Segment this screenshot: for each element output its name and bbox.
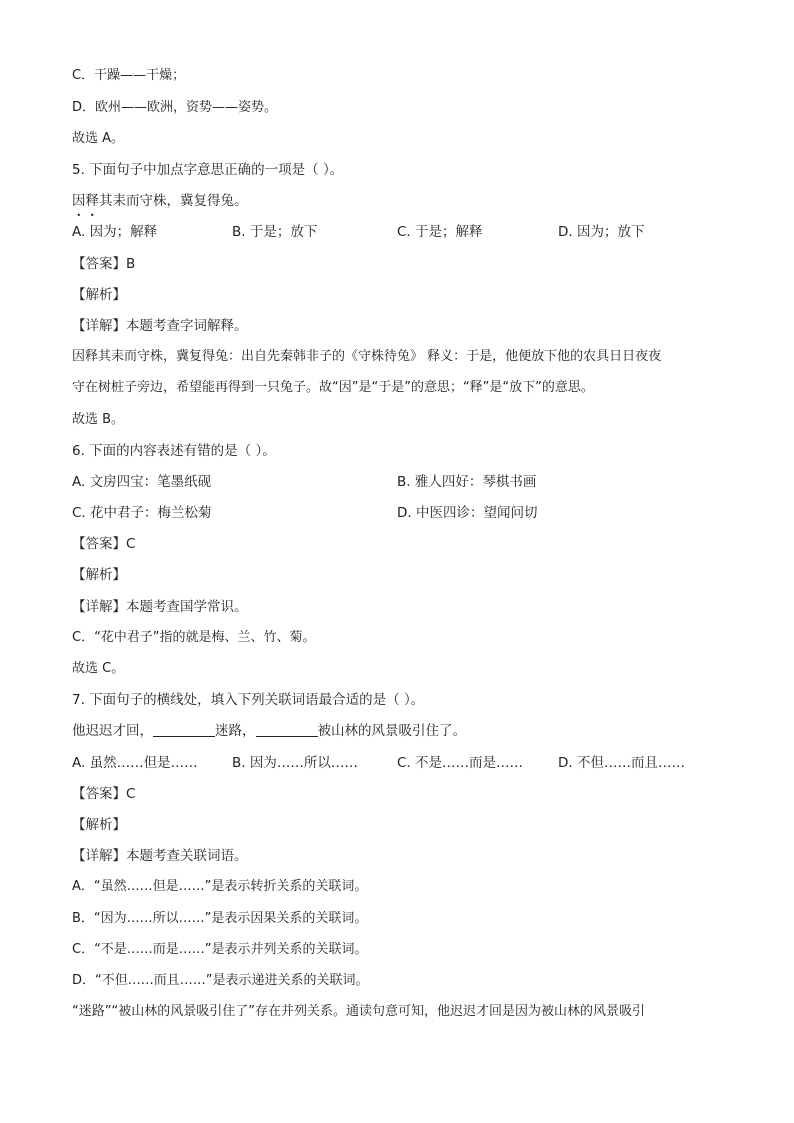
sentence-part-3: 被山林的风景吸引住了。 <box>317 723 466 739</box>
analysis-tag: 【解析】 <box>72 817 126 833</box>
detail-line <box>72 846 248 866</box>
option-d: D. 因为；放下 <box>558 224 645 240</box>
option-b: B. 因为……所以…… <box>232 755 358 771</box>
option-c: C. 不是……而是…… <box>397 755 524 771</box>
question-7-sentence <box>72 721 466 741</box>
question-5-options <box>72 222 732 242</box>
question-7-options <box>72 753 732 773</box>
question-6-options-row-1 <box>72 472 732 492</box>
question-5-sentence <box>72 191 248 211</box>
dotted-char: 因 <box>72 193 86 209</box>
answer-value: C <box>126 786 136 802</box>
option-c: C. 花中君子：梅兰松菊 <box>72 505 212 521</box>
answer-value: C <box>126 536 136 552</box>
analysis-tag: 【解析】 <box>72 287 126 303</box>
explanation-summary: “迷路”“被山林的风景吸引住了”存在并列关系。通读句意可知，他迟迟才回是因为被山林的风景吸引 <box>72 1004 645 1019</box>
option-d: D. 不但……而且…… <box>558 755 685 771</box>
option-d: D. 中医四诊：望闻问切 <box>397 505 538 521</box>
explanation-line-2: 守在树桩子旁边，希望能再得到一只兔子。故“因”是“于是”的意思；“释”是“放下”的意思。 <box>72 380 594 395</box>
explanation-line-1: 因释其耒而守株，冀复得兔：出自先秦韩非子的《守株待兔》 释义：于是，他便放下他的农具日日夜夜 <box>72 349 662 364</box>
answer-tag: 【答案】 <box>72 786 126 802</box>
detail-line <box>72 316 248 336</box>
question-5-stem: 5. 下面句子中加点字意思正确的一项是（ ）。 <box>72 162 344 178</box>
option-d-explanation: D．欧州——欧洲，资势——姿势。 <box>72 100 278 115</box>
answer-line <box>72 254 135 274</box>
answer-value: B <box>126 256 136 272</box>
conclusion-text: 故选 B。 <box>72 412 125 427</box>
answer-line <box>72 784 135 804</box>
question-6-stem: 6. 下面的内容表述有错的是（ ）。 <box>72 443 276 459</box>
detail-line <box>72 597 248 617</box>
explanation-option-c: C．“不是……而是……”是表示并列关系的关联词。 <box>72 942 368 957</box>
sentence-part-1: 他迟迟才回， <box>72 723 153 739</box>
explanation-option-a: A．“虽然……但是……”是表示转折关系的关联词。 <box>72 879 368 894</box>
conclusion-text: 故选 C。 <box>72 661 125 676</box>
detail-text: 本题考查关联词语。 <box>126 848 248 864</box>
analysis-tag: 【解析】 <box>72 567 126 583</box>
option-b: B. 于是；放下 <box>232 224 318 240</box>
question-6-options-row-2 <box>72 503 732 523</box>
explanation-line-1: C．“花中君子”指的就是梅、兰、竹、菊。 <box>72 630 316 645</box>
question-7-stem: 7. 下面句子的横线处，填入下列关联词语最合适的是（ ）。 <box>72 692 425 708</box>
answer-tag: 【答案】 <box>72 256 126 272</box>
option-c-explanation: C．干躁——干燥； <box>72 68 186 83</box>
option-a: A. 文房四宝：笔墨纸砚 <box>72 474 212 490</box>
option-a: A. 虽然……但是…… <box>72 755 198 771</box>
detail-text: 本题考查国学常识。 <box>126 599 248 615</box>
answer-tag: 【答案】 <box>72 536 126 552</box>
sentence-rest: 其耒而守株，冀复得兔。 <box>99 193 248 209</box>
sentence-part-2: 迷路， <box>215 723 256 739</box>
option-c: C. 于是；解释 <box>397 224 483 240</box>
option-b: B. 雅人四好：琴棋书画 <box>397 474 537 490</box>
detail-text: 本题考查字词解释。 <box>126 318 248 334</box>
detail-tag: 【详解】 <box>72 599 126 615</box>
detail-tag: 【详解】 <box>72 848 126 864</box>
conclusion-text: 故选 A。 <box>72 131 125 146</box>
fill-blank-1 <box>153 722 215 737</box>
dotted-char: 释 <box>85 193 99 209</box>
explanation-option-d: D．“不但……而且……”是表示递进关系的关联词。 <box>72 973 369 988</box>
answer-line <box>72 534 135 554</box>
option-a: A. 因为；解释 <box>72 224 158 240</box>
detail-tag: 【详解】 <box>72 318 126 334</box>
explanation-option-b: B．“因为……所以……”是表示因果关系的关联词。 <box>72 911 368 926</box>
fill-blank-2 <box>256 722 318 737</box>
